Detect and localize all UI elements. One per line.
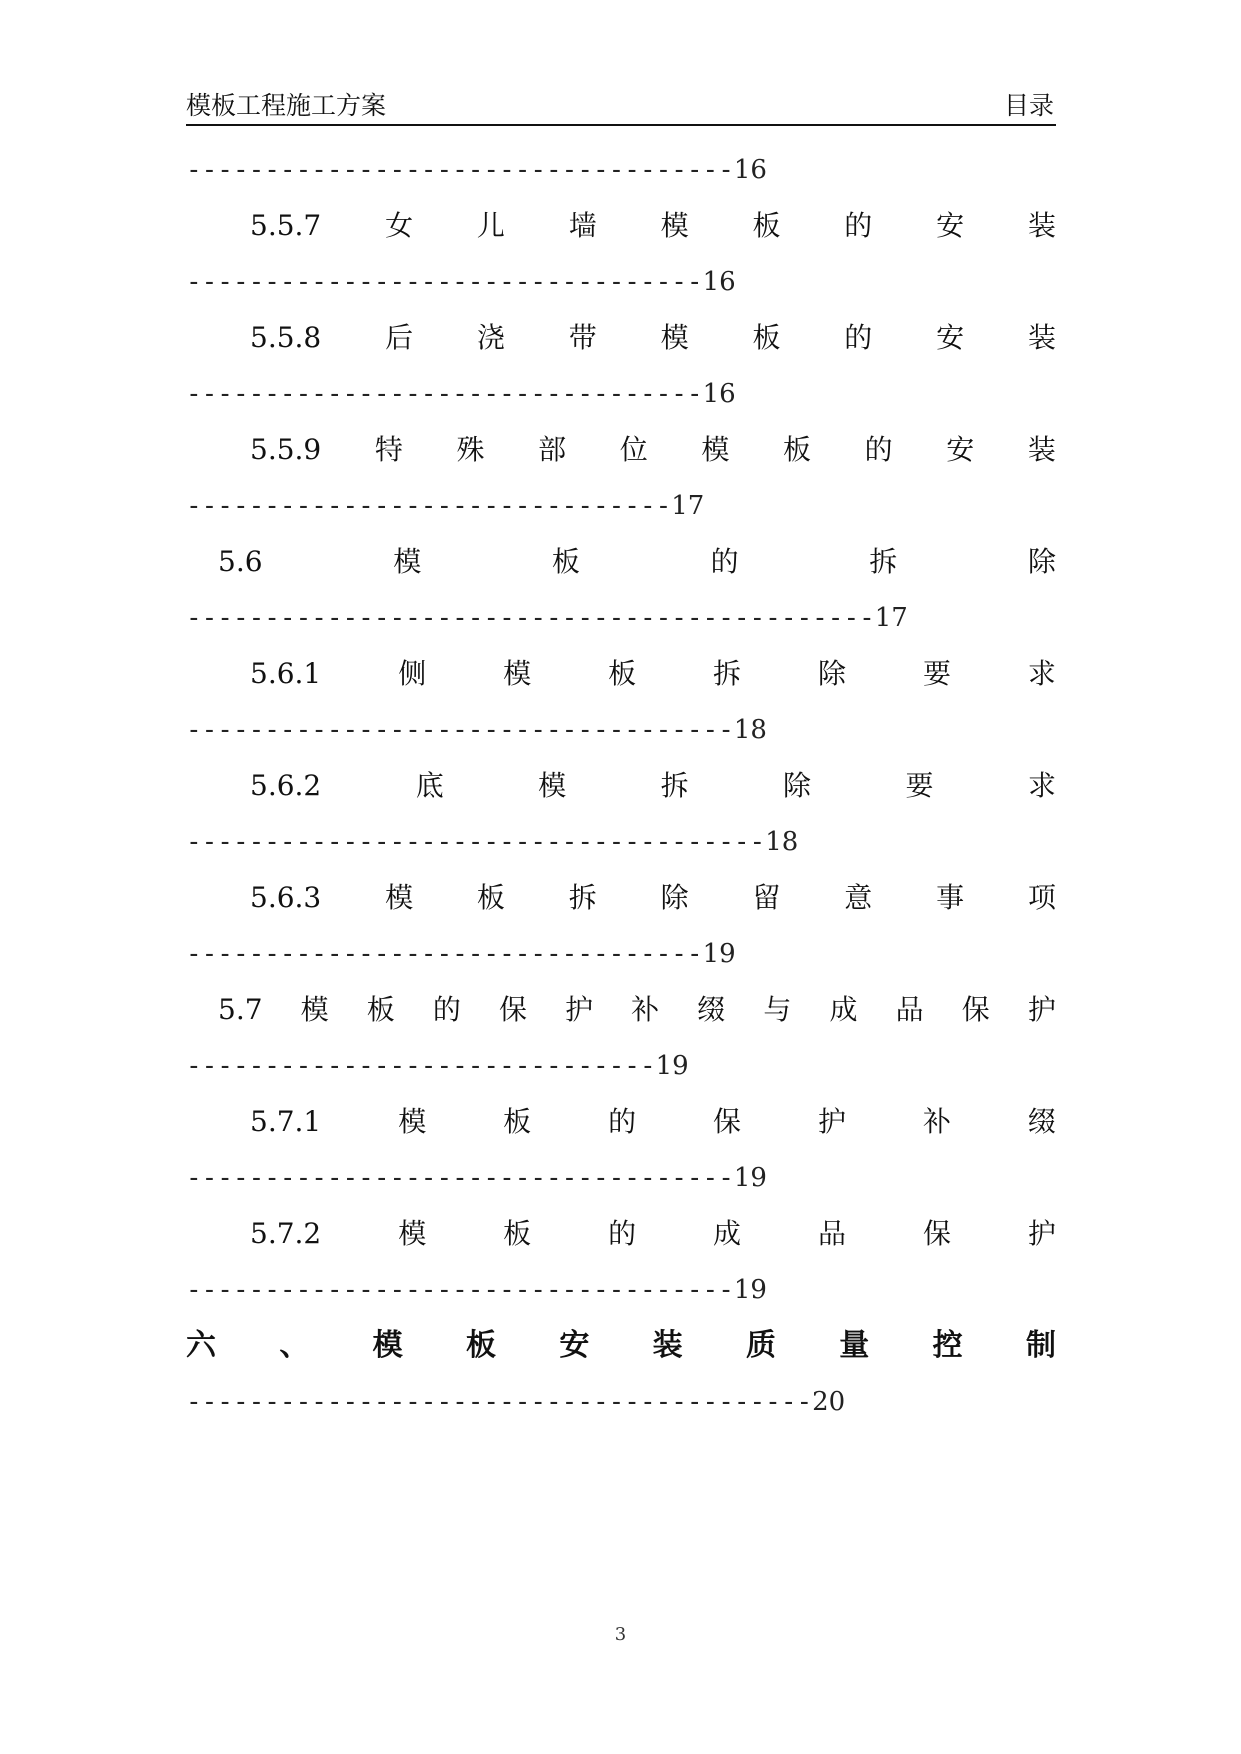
toc-number: 5.6: [218, 545, 263, 578]
toc-entry-5-7-1[interactable]: 5.7.1 模 板 的 保 护 补 缀: [186, 1102, 1056, 1142]
toc-page-number: 19: [702, 939, 736, 969]
toc-leader: ------------------------------19: [186, 1051, 689, 1081]
toc-leader: -------------------------------------18: [186, 827, 799, 857]
toc-number: 5.6.1: [250, 657, 322, 690]
toc-number: 5.6.2: [250, 769, 322, 802]
toc-leader: -----------------------------------16: [186, 155, 767, 185]
toc-page-number: 16: [702, 267, 736, 297]
toc-number: 5.7.2: [250, 1217, 322, 1250]
toc-leader: -----------------------------------18: [186, 715, 767, 745]
page-number: 3: [614, 1624, 627, 1645]
toc-leader: ---------------------------------19: [186, 939, 736, 969]
toc-page-number: 20: [812, 1387, 846, 1417]
toc-entry-5-6[interactable]: 5.6 模 板 的 拆 除: [186, 542, 1056, 582]
toc-leader: ---------------------------------16: [186, 267, 736, 297]
page-header: [186, 84, 1056, 126]
toc-page-number: 19: [655, 1051, 689, 1081]
toc-entry-5-7-2[interactable]: 5.7.2 模 板 的 成 品 保 护: [186, 1214, 1056, 1254]
toc-leader: ----------------------------------------20: [186, 1387, 846, 1417]
toc-number: 5.5.7: [250, 209, 322, 242]
toc-page-number: 18: [733, 715, 767, 745]
toc-entry-chapter-6[interactable]: 六 、 模 板 安 装 质 量 控 制: [186, 1328, 1056, 1363]
toc-leader: -----------------------------------19: [186, 1163, 767, 1193]
toc-number: 5.7: [218, 993, 263, 1026]
toc-leader: -------------------------------17: [186, 491, 705, 521]
toc-entry-5-5-9[interactable]: 5.5.9 特 殊 部 位 模 板 的 安 装: [186, 430, 1056, 470]
toc-page-number: 18: [765, 827, 799, 857]
toc-leader: --------------------------------------------17: [186, 603, 908, 633]
toc-entry-5-7[interactable]: 5.7 模 板 的 保 护 补 缀 与 成 品 保 护: [186, 990, 1056, 1030]
toc-number: 5.6.3: [250, 881, 322, 914]
toc-number: 5.5.9: [250, 433, 322, 466]
toc-entry-5-5-7[interactable]: 5.5.7 女 儿 墙 模 板 的 安 装: [186, 206, 1056, 246]
toc-page-number: 16: [702, 379, 736, 409]
toc-entry-5-6-2[interactable]: 5.6.2 底 模 拆 除 要 求: [186, 766, 1056, 806]
toc-page-number: 17: [874, 603, 908, 633]
toc-leader: -----------------------------------19: [186, 1275, 767, 1305]
toc-page-number: 19: [733, 1275, 767, 1305]
toc-entry-5-6-1[interactable]: 5.6.1 侧 模 板 拆 除 要 求: [186, 654, 1056, 694]
toc-page-number: 19: [733, 1163, 767, 1193]
toc-leader: ---------------------------------16: [186, 379, 736, 409]
section-title: 目录: [1003, 91, 1054, 120]
toc-entry-5-6-3[interactable]: 5.6.3 模 板 拆 除 留 意 事 项: [186, 878, 1056, 918]
toc-number: 5.5.8: [250, 321, 322, 354]
toc-page-number: 16: [733, 155, 767, 185]
toc-number: 5.7.1: [250, 1105, 322, 1138]
document-title: 模板工程施工方案: [186, 91, 387, 120]
toc-page-number: 17: [671, 491, 705, 521]
toc-entry-5-5-8[interactable]: 5.5.8 后 浇 带 模 板 的 安 装: [186, 318, 1056, 358]
